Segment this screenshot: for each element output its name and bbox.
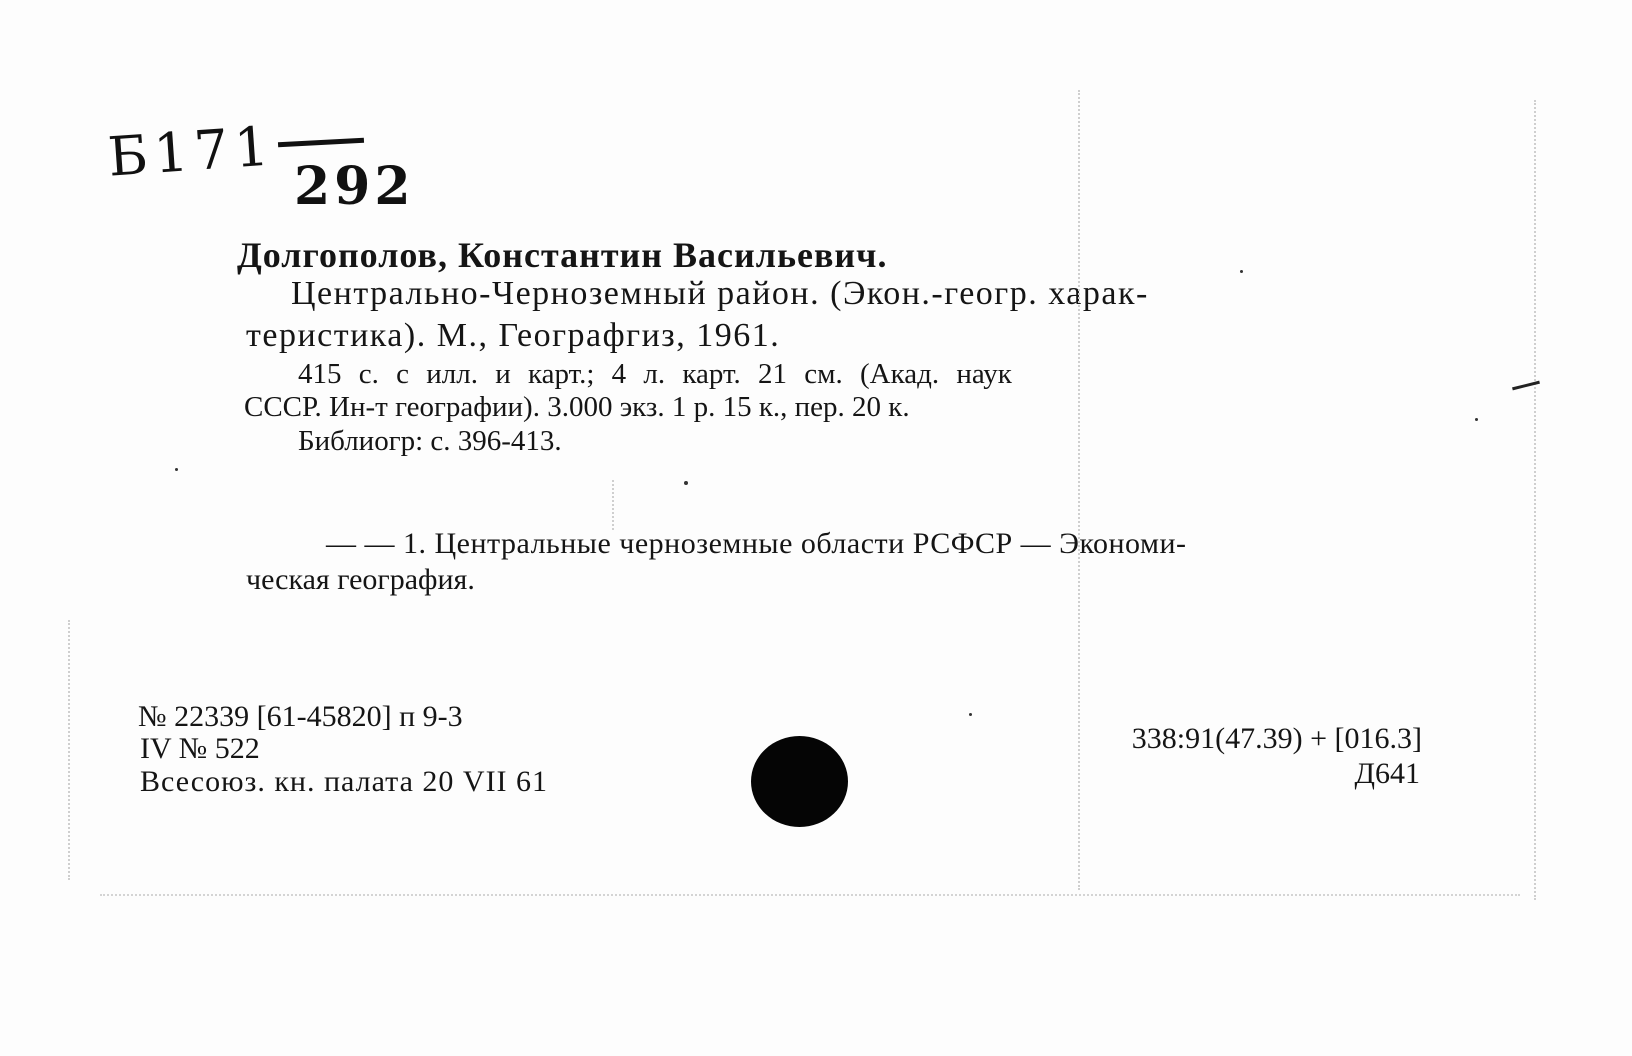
- scan-dotted-line: [1534, 100, 1536, 900]
- author-heading: Долгополов, Константин Васильевич.: [237, 235, 888, 275]
- call-number-prefix: Б171: [106, 114, 277, 189]
- ink-speck: [1240, 270, 1243, 273]
- scan-dotted-line: [68, 620, 70, 880]
- scan-dotted-line: [612, 480, 614, 530]
- call-number-suffix: 292: [294, 156, 415, 217]
- udc-classification: 338:91(47.39) + [016.3]: [1131, 722, 1422, 755]
- registration-series: IV № 522: [140, 732, 260, 765]
- registration-number: № 22339 [61-45820] п 9-3: [138, 700, 463, 733]
- call-number-fraction-bar: [278, 138, 364, 147]
- subject-heading-line-2: ческая география.: [246, 563, 475, 596]
- call-number-handwritten: [106, 114, 438, 228]
- title-line-2: теристика). М., Географгиз, 1961.: [246, 317, 781, 354]
- collation-line-2: СССР. Ин-т географии). 3.000 экз. 1 р. 15 к., пер. 20 к.: [244, 391, 910, 423]
- cutter-number: Д641: [1354, 757, 1420, 790]
- collation-line-1: 415 с. с илл. и карт.; 4 л. карт. 21 см. (Акад. наук: [298, 358, 1012, 390]
- subject-heading-line-1: — — 1. Центральные черноземные области РСФСР — Экономи-: [326, 527, 1187, 560]
- ink-speck: [969, 713, 972, 716]
- ink-speck: [1475, 418, 1478, 421]
- card-punch-hole: [751, 736, 848, 827]
- bibliography-note: Библиогр: с. 396-413.: [298, 425, 562, 457]
- scan-dotted-line: [1078, 90, 1080, 890]
- title-line-1: Центрально-Черноземный район. (Экон.-геогр. харак-: [291, 275, 1149, 312]
- ink-speck: [684, 481, 688, 485]
- registration-chamber-date: Всесоюз. кн. палата 20 VII 61: [140, 765, 549, 798]
- scan-dotted-line: [100, 894, 1520, 896]
- ink-speck: [175, 468, 178, 471]
